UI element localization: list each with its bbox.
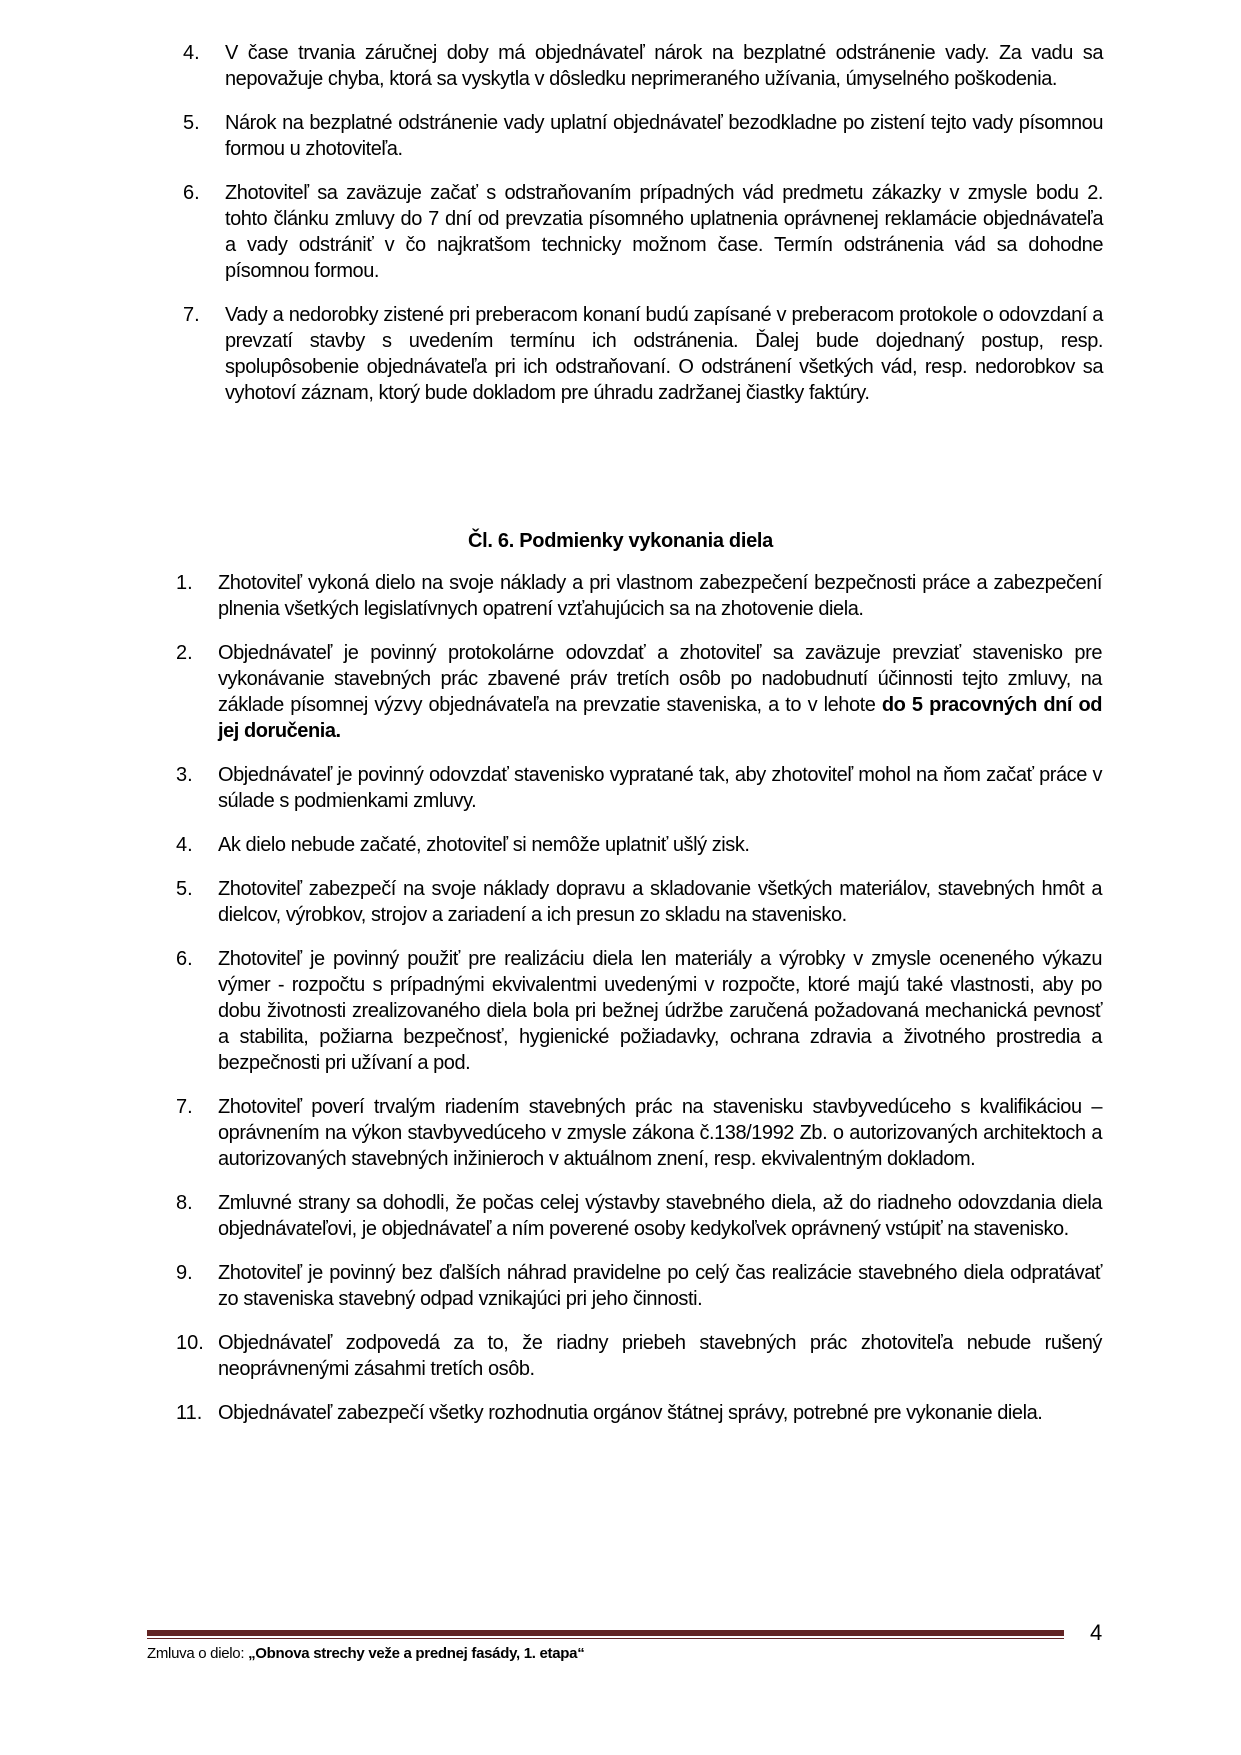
list-item [176, 570, 1102, 622]
item-number: 11. [176, 1402, 203, 1424]
item-text: V čase trvania záručnej doby má objednávateľ nárok na bezplatné odstránenie vady. Za vadu sa nepovažuje chyba, ktorá sa vyskytla v dôsledku neprimeraného užívania, úmyselného poškodenia. [225, 42, 1103, 90]
footer-divider-thick [147, 1630, 1064, 1636]
list-item [183, 110, 1103, 162]
item-number: 9. [176, 1262, 193, 1284]
footer-prefix: Zmluva o dielo: [147, 1645, 249, 1662]
list-item [176, 832, 1102, 858]
item-text: Nárok na bezplatné odstránenie vady uplatní objednávateľ bezodkladne po zistení tejto vady písomnou formou u zhotoviteľa. [225, 112, 1103, 160]
list-item [176, 1190, 1102, 1242]
item-text-regular: Objednávateľ je povinný protokolárne odovzdať a zhotoviteľ sa zaväzuje prevziať stavenisko pre vykonávanie stavebných prác zbavené práv tretích osôb po nadobudnutí účinnosti tejto zmluvy, na základe písomnej výzvy objednávateľa na prevzatie staveniska, a to v lehote [218, 642, 1102, 716]
item-number: 4. [176, 834, 193, 856]
item-number: 10. [176, 1332, 204, 1354]
item-number: 7. [183, 304, 200, 326]
list-item [176, 762, 1102, 814]
list-item [176, 1330, 1102, 1382]
item-number: 5. [176, 878, 193, 900]
section-heading: Čl. 6. Podmienky vykonania diela [468, 530, 773, 552]
item-text: Objednávateľ zabezpečí všetky rozhodnutia orgánov štátnej správy, potrebné pre vykonanie diela. [218, 1402, 1043, 1424]
item-number: 1. [176, 572, 193, 594]
item-text: Zmluvné strany sa dohodli, že počas celej výstavby stavebného diela, až do riadneho odovzdania diela objednávateľovi, je objednávateľ a ním poverené osoby kedykoľvek oprávnený vstúpiť na stavenisko. [218, 1192, 1102, 1240]
item-text [218, 640, 1102, 744]
list-item [176, 640, 1102, 744]
list-item [176, 1260, 1102, 1312]
list-item [183, 180, 1103, 284]
article-6-list [176, 570, 1102, 1444]
list-item [183, 40, 1103, 92]
item-number: 6. [176, 948, 193, 970]
item-text: Zhotoviteľ je povinný použiť pre realizáciu diela len materiály a výrobky v zmysle oceneného výkazu výmer - rozpočtu s prípadnými ekvivalentmi uvedenými v rozpočte, ktoré majú také vlastnosti, aby po dobu životnosti zrealizovaného diela bola pri bežnej údržbe zaručená požadovaná mechanická pevnosť a stabilita, požiarna bezpečnosť, hygienické požiadavky, ochrana zdravia a životného prostredia a bezpečnosti pri užívaní a pod. [218, 948, 1102, 1074]
item-number: 7. [176, 1096, 193, 1118]
list-item [176, 1094, 1102, 1172]
footer-title: „Obnova strechy veže a prednej fasády, 1. etapa“ [248, 1645, 585, 1662]
list-item [176, 946, 1102, 1076]
item-number: 4. [183, 42, 200, 64]
list-item [183, 302, 1103, 406]
item-number: 6. [183, 182, 200, 204]
footer-divider-thin [147, 1638, 1064, 1639]
item-text: Zhotoviteľ je povinný bez ďalších náhrad pravidelne po celý čas realizácie stavebného diela odpratávať zo staveniska stavebný odpad vznikajúci pri jeho činnosti. [218, 1262, 1102, 1310]
item-text: Zhotoviteľ poverí trvalým riadením stavebných prác na stavenisku stavbyvedúceho s kvalifikáciou – oprávnením na výkon stavbyvedúceho v zmysle zákona č.138/1992 Zb. o autorizovaných architektoch a autorizovaných stavebných inžinieroch v aktuálnom znení, resp. ekvivalentným dokladom. [218, 1096, 1102, 1170]
article-5-list-continued [183, 40, 1103, 424]
item-number: 2. [176, 642, 193, 664]
footer [147, 1645, 584, 1662]
item-text: Zhotoviteľ zabezpečí na svoje náklady dopravu a skladovanie všetkých materiálov, stavebných hmôt a dielcov, výrobkov, strojov a zariadení a ich presun zo skladu na stavenisko. [218, 878, 1102, 926]
item-number: 5. [183, 112, 200, 134]
page-number: 4 [1090, 1620, 1103, 1645]
item-number: 8. [176, 1192, 193, 1214]
item-text: Zhotoviteľ sa zaväzuje začať s odstraňovaním prípadných vád predmetu zákazky v zmysle bodu 2. tohto článku zmluvy do 7 dní od prevzatia písomného uplatnenia oprávnenej reklamácie objednávateľa a vady odstrániť v čo najkratšom technicky možnom čase. Termín odstránenia vád sa dohodne písomnou formou. [225, 182, 1103, 282]
list-item [176, 1400, 1102, 1426]
item-text: Zhotoviteľ vykoná dielo na svoje náklady a pri vlastnom zabezpečení bezpečnosti práce a zabezpečení plnenia všetkých legislatívnych opatrení vzťahujúcich sa na zhotovenie diela. [218, 572, 1102, 620]
item-text: Vady a nedorobky zistené pri preberacom konaní budú zapísané v preberacom protokole o odovzdaní a prevzatí stavby s uvedením termínu ich odstránenia. Ďalej bude dojednaný postup, resp. spolupôsobenie objednávateľa pri ich odstraňovaní. O odstránení všetkých vád, resp. nedorobkov sa vyhotoví záznam, ktorý bude dokladom pre úhradu zadržanej čiastky faktúry. [225, 304, 1103, 404]
item-text: Objednávateľ zodpovedá za to, že riadny priebeh stavebných prác zhotoviteľa nebude rušený neoprávnenými zásahmi tretích osôb. [218, 1332, 1102, 1380]
item-text-bold: do 5 pracovných dní od jej doručenia. [218, 694, 1102, 742]
item-text: Ak dielo nebude začaté, zhotoviteľ si nemôže uplatniť ušlý zisk. [218, 834, 750, 856]
list-item [176, 876, 1102, 928]
item-number: 3. [176, 764, 193, 786]
item-text: Objednávateľ je povinný odovzdať stavenisko vypratané tak, aby zhotoviteľ mohol na ňom začať práce v súlade s podmienkami zmluvy. [218, 764, 1102, 812]
